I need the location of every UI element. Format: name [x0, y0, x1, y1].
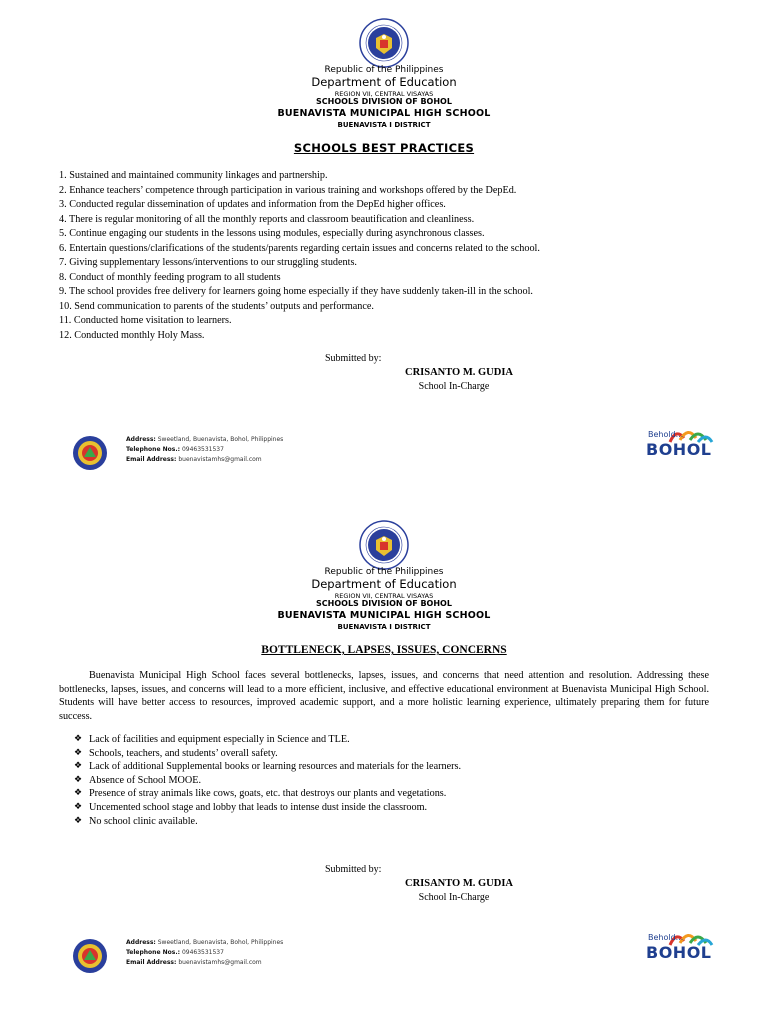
header-department: Department of Education [311, 75, 457, 89]
bohol-wordmark: BOHOL [646, 440, 712, 459]
list-item: ❖ No school clinic available. [74, 815, 198, 827]
page-best-practices [0, 0, 768, 500]
bohol-tagline: Behold... [648, 430, 684, 439]
address-label: Address: [126, 436, 156, 443]
email-label: Email Address: [126, 456, 177, 463]
list-item: ❖ Uncemented school stage and lobby that leads to intense dust inside the classroom. [74, 801, 428, 813]
header-district: BUENAVISTA I DISTRICT [337, 121, 431, 129]
section-title: BOTTLENECK, LAPSES, ISSUES, CONCERNS [261, 644, 507, 656]
concerns-list [74, 733, 694, 828]
list-item: ❖ Absence of School MOOE. [74, 774, 202, 786]
list-item: 2. Enhance teachers’ competence through participation in various training and workshops offered by the DepEd. [59, 184, 517, 196]
signer-name: CRISANTO M. GUDIA [404, 878, 514, 889]
list-item: 4. There is regular monitoring of all the monthly reports and classroom beautification and cleanliness. [59, 213, 475, 225]
signer-role: School In-Charge [418, 892, 490, 903]
list-item: 11. Conducted home visitation to learners. [59, 315, 232, 326]
list-item: 10. Send communication to parents of the students’ outputs and performance. [59, 300, 374, 312]
header-region: REGION VII, CENTRAL VISAYAS [334, 90, 434, 98]
header-republic: Republic of the Philippines [324, 65, 444, 75]
section-title: SCHOOLS BEST PRACTICES [293, 141, 475, 155]
header-school: BUENAVISTA MUNICIPAL HIGH SCHOOL [277, 610, 491, 621]
address-value: Sweetland, Buenavista, Bohol, Philippines [157, 436, 284, 443]
header-division: SCHOOLS DIVISION OF BOHOL [316, 97, 452, 106]
email-value: buenavistamhs@gmail.com [178, 959, 262, 966]
list-item: 3. Conducted regular dissemination of updates and information from the DepEd higher offices. [59, 199, 446, 210]
bohol-tagline: Behold... [648, 933, 684, 942]
behold-bohol-logo [644, 929, 716, 969]
header-republic: Republic of the Philippines [324, 567, 444, 577]
list-item: 6. Entertain questions/clarifications of the students/parents regarding certain issues and concerns related to the school. [59, 242, 540, 254]
behold-bohol-logo [644, 426, 716, 466]
school-logo-icon [72, 938, 108, 974]
address-value: Sweetland, Buenavista, Bohol, Philippines [157, 939, 284, 946]
list-item: 1. Sustained and maintained community linkages and partnership. [59, 170, 328, 181]
telephone-value: 09463531537 [181, 949, 224, 956]
deped-seal-icon [359, 18, 409, 68]
list-item: ❖ Schools, teachers, and students’ overall safety. [74, 747, 278, 759]
list-item: 9. The school provides free delivery for learners going home especially if they have suddenly taken-ill in the school. [59, 286, 533, 297]
list-item: 5. Continue engaging our students in the lessons using modules, especially during asynchronous classes. [59, 228, 485, 239]
bohol-wordmark: BOHOL [646, 943, 712, 962]
diamond-bullet-icon: ❖ [74, 747, 83, 758]
telephone-label: Telephone Nos.: [126, 949, 181, 956]
list-item: 8. Conduct of monthly feeding program to all students [59, 271, 281, 283]
diamond-bullet-icon: ❖ [74, 761, 83, 772]
header-department: Department of Education [311, 577, 457, 591]
footer-contact [126, 938, 283, 968]
diamond-bullet-icon: ❖ [74, 788, 83, 799]
submitted-by-label: Submitted by: [325, 353, 382, 364]
signer-name: CRISANTO M. GUDIA [404, 367, 514, 378]
page-bottlenecks [0, 500, 768, 1024]
diamond-bullet-icon: ❖ [74, 801, 83, 812]
list-item: 12. Conducted monthly Holy Mass. [59, 329, 205, 341]
deped-seal-icon [359, 520, 409, 570]
diamond-bullet-icon: ❖ [74, 815, 83, 826]
best-practices-list [59, 169, 719, 343]
intro-paragraph: Buenavista Municipal High School faces several bottlenecks, lapses, issues, and concerns that need attention and resolution. Addressing these bottlenecks, lapses, issues, and concerns will lead to a more efficient, inclusive, and effective educational environment at Buenavista Municipal High School. Students will have better access to resources, improved academic support, and a more holistic learning experience, ultimately preparing them for future success. [59, 670, 709, 722]
list-item: ❖ Presence of stray animals like cows, goats, etc. that destroys our plants and vegetations. [74, 788, 447, 800]
diamond-bullet-icon: ❖ [74, 734, 83, 744]
header-district: BUENAVISTA I DISTRICT [337, 623, 431, 631]
school-logo-icon [72, 435, 108, 471]
email-value: buenavistamhs@gmail.com [178, 456, 262, 463]
submitted-by-label: Submitted by: [325, 864, 382, 875]
telephone-value: 09463531537 [181, 446, 224, 453]
header-region: REGION VII, CENTRAL VISAYAS [334, 592, 434, 600]
list-item: ❖ Lack of facilities and equipment especially in Science and TLE. [74, 734, 350, 745]
email-label: Email Address: [126, 959, 177, 966]
telephone-label: Telephone Nos.: [126, 446, 181, 453]
list-item: ❖ Lack of additional Supplemental books or learning resources and materials for the learners. [74, 761, 461, 773]
header-school: BUENAVISTA MUNICIPAL HIGH SCHOOL [277, 108, 491, 119]
diamond-bullet-icon: ❖ [74, 774, 83, 785]
address-label: Address: [126, 939, 156, 946]
signer-role: School In-Charge [418, 381, 490, 392]
header-division: SCHOOLS DIVISION OF BOHOL [316, 599, 452, 608]
footer-contact [126, 435, 283, 465]
list-item: 7. Giving supplementary lessons/interventions to our struggling students. [59, 257, 357, 268]
